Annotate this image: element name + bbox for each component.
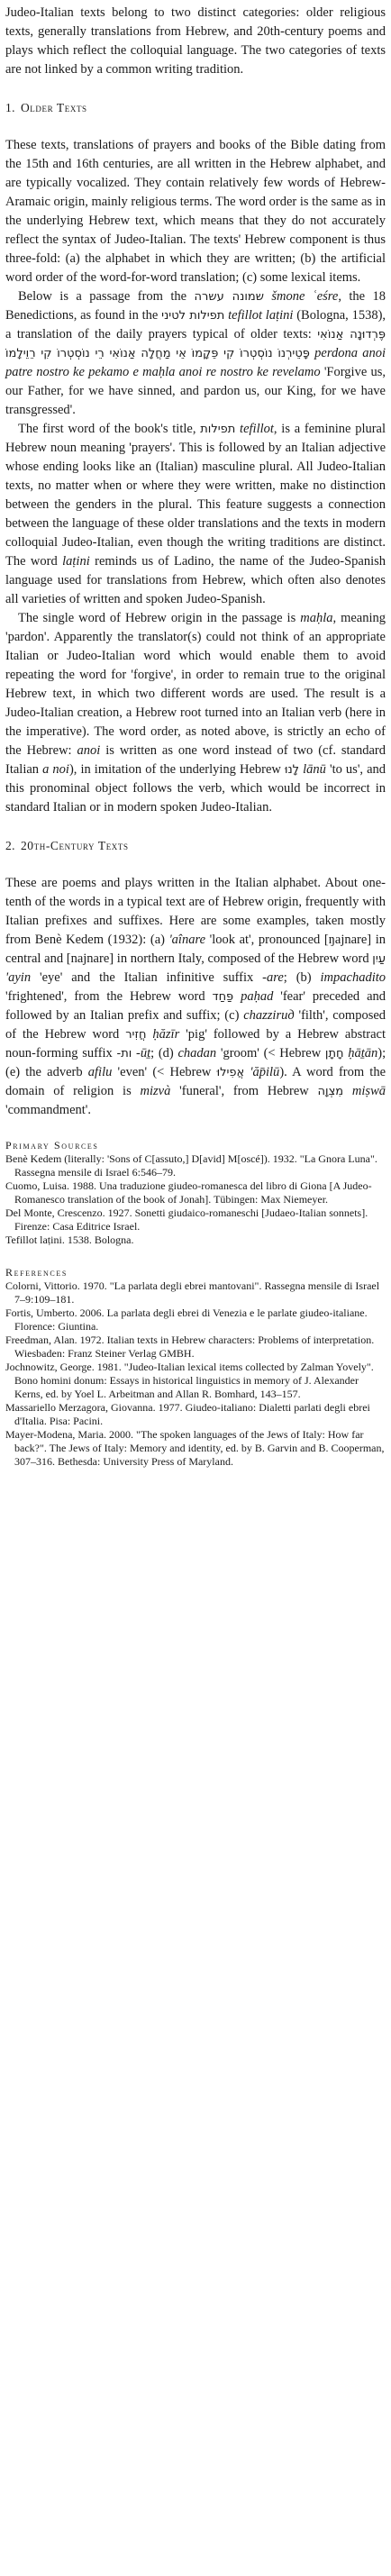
reference-item: Colorni, Vittorio. 1970. "La parlata degli ebrei mantovani". Rassegna mensile di Israel 7–9:109–181. — [5, 1279, 380, 1306]
section-heading-20th-century-texts — [5, 836, 386, 855]
example-word: mizvà — [140, 1084, 171, 1098]
section-title: Older Texts — [20, 101, 87, 114]
text-span: These are poems and plays written in the Italian alphabet. About one-tenth of the words in a typical text are of Hebrew origin, frequently with Italian prefixes and suffixes. Here are some examples, taken mostly from Benè Kedem (1932): (a) — [5, 876, 386, 947]
transliteration: šmone ʿeśre — [271, 289, 339, 304]
text-span: 'pig' followed by a Hebrew abstract noun-forming suffix — [5, 1027, 386, 1060]
hebrew-text: פַּחַד — [212, 990, 234, 1004]
transliteration: perdona anoi patre nostro ke pekamo e maḥla anoi re nostro ke revelamo — [5, 346, 386, 379]
example-word: 'aînare — [168, 933, 205, 947]
text-span: 'funeral', from Hebrew — [179, 1084, 309, 1098]
section-heading-older-texts — [5, 98, 386, 117]
hebrew-text: תפילות לטיני — [161, 309, 225, 323]
spacer — [5, 817, 386, 836]
example-word: chadan — [177, 1046, 217, 1060]
text-span: 'even' (< Hebrew — [117, 1065, 212, 1079]
older-texts-paragraph-1: These texts, translations of prayers and books of the Bible dating from the 15th and 16th centuries, are all written in the Hebrew alphabet, and are typically vocalized. They contain relatively few words of Hebrew-Aramaic origin, mainly religious terms. The word order is the same as in the underlying Hebrew text, which means that they do not accurately reflect the syntax of Judeo-Italian. The texts' Hebrew component is thus three-fold: (a) the alphabet in which they are written; (b) the artificial word order of the word-for-word translation; (c) some lexical items. — [5, 138, 386, 285]
text-span: is written as one word instead of two (cf. standard Italian — [5, 743, 386, 777]
spacer — [5, 1120, 386, 1139]
transliteration: miṣwā — [351, 1084, 386, 1098]
transliteration: tefillot laṭini — [228, 308, 294, 323]
reference-item: Mayer-Modena, Maria. 2000. "The spoken languages of the Jews of Italy: How far back?". The Jews of Italy: Memory and identity, ed. by B. Garvin and B. Cooperman, 307–316. Bethesda: University Press of Maryland. — [5, 1428, 385, 1468]
references-heading: References — [5, 1266, 68, 1279]
older-texts-paragraph-3 — [5, 420, 386, 609]
hebrew-text: פֶּרְדוּנָה אַנוֹאִי פָּטֵירְנוֹ נוֹסְטְרוֹ קִי פֵּקָמוֹ אֵי מַחֲלָה אַנוֹאִי רֵי נוֹסְטְרוֹ קִי רֵוֵילָמוֹ — [5, 328, 386, 360]
text-span: ). A word from the domain of religion is — [5, 1065, 386, 1098]
primary-source-item: Tefillot laṭini. 1538. Bologna. — [5, 1233, 134, 1246]
text-span: , meaning 'pardon'. Apparently the translator(s) could not think of an appropriate Italian or Judeo-Italian word which would enable them to avoid repeating the word for 'forgive', in order to remain true to the original Hebrew text, in which two different words are used. The result is a Judeo-Italian creation, a Hebrew root turned into an Italian verb (here in the imperative). The word order, as noted above, is strictly an echo of the Hebrew: — [5, 611, 386, 758]
primary-source-item: Del Monte, Crescenzo. 1927. Sonetti giudaico-romaneschi [Judaeo-Italian sonnets]. Firenze: Casa Editrice Israel. — [5, 1206, 368, 1233]
transliteration: paḥad — [241, 989, 274, 1004]
hebrew-text: מִצְוָה — [317, 1085, 344, 1098]
transliteration: 'ăp̄ilū — [250, 1065, 280, 1079]
transliteration: 'ayin — [5, 970, 32, 985]
text-span: , is a feminine plural Hebrew noun meaning 'prayers'. This is followed by an Italian adjective whose ending looks like an (Italian) masculine plural. All Judeo-Italian texts, no matter when or where they were written, make no distinction between the genders in the plural. This feature suggests a connection between the language of these older translations and the texts in modern colloquial Judeo-Italian, even though the writing traditions are distinct. The word — [5, 422, 386, 569]
transliteration: maḥla — [300, 611, 333, 625]
text-span: 'Forgive us, our Father, for we have sinned, and pardon us, our King, for we have transgressed'. — [5, 365, 386, 417]
text-span: 'eye' and the Italian infinitive suffix — [39, 970, 254, 985]
hebrew-text: עַיִן — [372, 952, 386, 966]
hebrew-text: לָנוּ — [284, 763, 300, 777]
primary-sources-list — [5, 1152, 386, 1247]
text-span: , the 18 Benedictions, as found in the — [5, 289, 386, 323]
example-word: impachadito — [320, 970, 386, 985]
text-span: ), in imitation of the underlying Hebrew — [68, 762, 281, 777]
transliteration: tefillot — [240, 422, 274, 436]
references-list — [5, 1279, 386, 1469]
hebrew-text: אֲפִילוּ — [216, 1066, 245, 1079]
text-span: 'look at', pronounced [ŋajnare] in central and [najnare] in northern Italy, composed of the Hebrew word — [5, 933, 386, 966]
hebrew-text: ות- — [116, 1047, 132, 1060]
reference-item: Fortis, Umberto. 2006. La parlata degli ebrei di Venezia e le parlate giudeo-italiane. Florence: Giuntina. — [5, 1306, 368, 1333]
text-span: ; (b) — [283, 970, 312, 985]
primary-sources-heading: Primary Sources — [5, 1139, 99, 1151]
text-span: ; (d) — [150, 1046, 174, 1060]
transliteration: a noi — [42, 762, 69, 777]
text-span: 'fear' preceded and followed by an Italian prefix and suffix; (c) — [5, 989, 386, 1023]
example-word: -are — [262, 970, 284, 985]
hebrew-text: תפילות — [200, 423, 236, 436]
section-number: 2. — [5, 839, 15, 852]
reference-item: Massariello Merzagora, Giovanna. 1977. Giudeo-italiano: Dialetti parlati degli ebrei d'Italia. Pisa: Pacini. — [5, 1401, 370, 1427]
older-texts-paragraph-2 — [5, 287, 386, 420]
transliteration: ḥăzīr — [152, 1027, 180, 1042]
text-span: 'frightened', from the Hebrew word — [5, 989, 205, 1004]
transliteration: -ūṯ — [136, 1046, 151, 1060]
intro-paragraph: Judeo-Italian texts belong to two distinct categories: older religious texts, generally translations from Hebrew, and 20th-century poems and plays which reflect the colloquial language. The two categories of texts are not linked by a common writing tradition. — [5, 5, 386, 77]
example-word: chazziruд — [243, 1008, 295, 1023]
text-span: (Bologna, 1538), a translation of the daily prayers typical of older texts: — [5, 308, 386, 341]
section-number: 1. — [5, 101, 15, 114]
hebrew-text: חֲזִיר — [125, 1028, 147, 1042]
reference-item: Freedman, Alan. 1972. Italian texts in Hebrew characters: Problems of interpretation. Wiesbaden: Franz Steiner Verlag GMBH. — [5, 1334, 375, 1360]
modern-texts-paragraph-1 — [5, 874, 386, 1120]
older-texts-paragraph-4 — [5, 609, 386, 817]
text-span: 'commandment'. — [5, 1103, 92, 1117]
reference-item: Jochnowitz, George. 1981. "Judeo-Italian lexical items collected by Zalman Yovely". Bono homini donum: Essays in historical linguistics in memory of J. Alexander Kerns, ed. by Yoel L. Arbeitman and Allan R. Bomhard, 143–157. — [5, 1361, 374, 1400]
example-word: afilu — [87, 1065, 113, 1079]
text-span: ); (e) the adverb — [5, 1046, 386, 1079]
text-span: 'to us', and this pronominal object follows the verb, which would be incorrect in standard Italian or in modern spoken Judeo-Italian. — [5, 762, 386, 815]
primary-source-item: Benè Kedem (literally: 'Sons of C[assuto,] D[avid] M[oscé]). 1932. "La Gnora Luna". Rassegna mensile di Israel 6:546–79. — [5, 1152, 377, 1179]
section-title: 20th-Century Texts — [20, 839, 129, 852]
spacer — [5, 1247, 386, 1266]
transliteration: laṭini — [62, 554, 90, 569]
text-span: 'filth', composed of the Hebrew word — [5, 1008, 386, 1042]
transliteration: anoi — [77, 743, 101, 758]
transliteration: lānū — [303, 762, 326, 777]
hebrew-text: שמונה עשרה — [194, 290, 264, 304]
text-span: reminds us of Ladino, the name of the Judeo-Spanish language used for translations from Hebrew, which often also denotes all varieties of written and spoken Judeo-Spanish. — [5, 554, 386, 606]
transliteration: ḥāṯān — [348, 1046, 378, 1060]
text-span: 'groom' (< Hebrew — [220, 1046, 322, 1060]
text-span: Below is a passage from the — [18, 289, 187, 304]
primary-source-item: Cuomo, Luisa. 1988. Una traduzione giudeo-romanesca del libro di Giona [A Judeo-Romanesco translation of the book of Jonah]. Tübingen: Max Niemeyer. — [5, 1179, 372, 1206]
hebrew-text: חָתָן — [324, 1047, 344, 1060]
spacer — [5, 79, 386, 98]
text-span: The first word of the book's title, — [18, 422, 196, 436]
text-span: The single word of Hebrew origin in the passage is — [18, 611, 296, 625]
